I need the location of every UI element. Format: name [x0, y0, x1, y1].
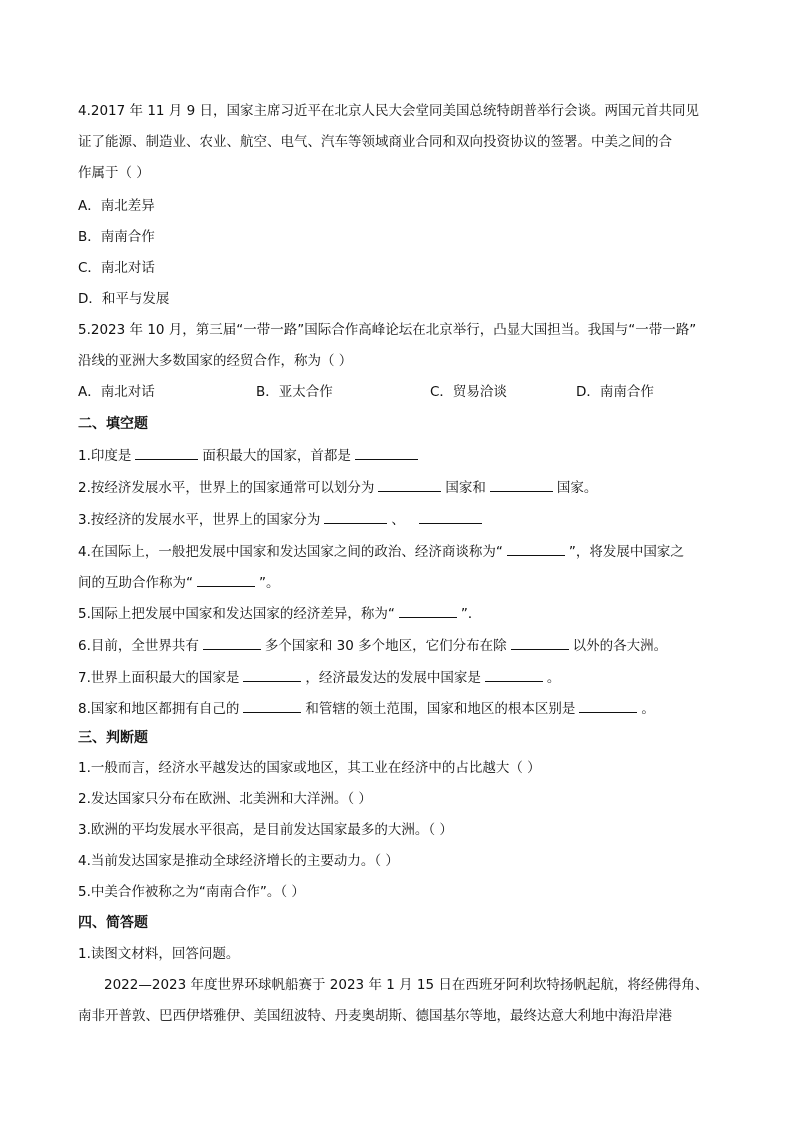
q4-stem-line-2: 证了能源、制造业、农业、航空、电气、汽车等领域商业合同和双向投资协议的签署。中美之间的合	[78, 134, 672, 150]
fill-q8-text-2: 和管辖的领土范围，国家和地区的根本区别是	[305, 701, 576, 717]
fill-q1-text-1: 1.印度是	[78, 448, 132, 464]
q5-stem-line-2: 沿线的亚洲大多数国家的经贸合作，称为（ ）	[78, 353, 353, 369]
material-paragraph-line-2: 南非开普敦、巴西伊塔雅伊、美国纽波特、丹麦奥胡斯、德国基尔等地，最终达意大利地中海沿岸港	[78, 1008, 672, 1024]
answer-blank[interactable]	[197, 572, 255, 587]
fill-q6-text-1: 6.目前，全世界共有	[78, 638, 199, 654]
fill-q7	[78, 667, 728, 688]
section-heading-fill: 二、填空题	[78, 416, 148, 432]
judge-item-3: 3.欧洲的平均发展水平很高，是目前发达国家最多的大洲。（ ）	[78, 822, 453, 838]
q5-option-b: B．亚太合作	[256, 384, 333, 400]
fill-q6	[78, 635, 728, 656]
fill-q4-text-1: 4.在国际上，一般把发展中国家和发达国家之间的政治、经济商谈称为“	[78, 544, 503, 560]
fill-q5	[78, 603, 728, 624]
judge-item-1: 1.一般而言，经济水平越发达的国家或地区，其工业在经济中的占比越大（ ）	[78, 760, 541, 776]
answer-blank[interactable]	[135, 445, 198, 460]
answer-blank[interactable]	[507, 541, 565, 556]
answer-blank[interactable]	[490, 477, 553, 492]
fill-q4-line-1	[78, 541, 728, 562]
fill-q4-text-2: ”，将发展中国家之	[568, 544, 684, 560]
section-heading-judge: 三、判断题	[78, 730, 148, 746]
answer-blank[interactable]	[243, 667, 301, 682]
fill-q7-text-2: ，经济最发达的发展中国家是	[305, 670, 481, 686]
fill-q4-text-3: 间的互助合作称为“	[78, 575, 193, 591]
fill-q2-text-3: 国家。	[556, 480, 598, 496]
judge-item-5: 5.中美合作被称之为“南南合作”。（ ）	[78, 884, 305, 900]
fill-q3-text-2: 、	[391, 512, 405, 528]
fill-q4-line-2	[78, 572, 728, 593]
judge-item-2: 2.发达国家只分布在欧洲、北美洲和大洋洲。（ ）	[78, 791, 372, 807]
fill-q2	[78, 477, 728, 498]
answer-blank[interactable]	[511, 635, 569, 650]
fill-q6-text-2: 多个国家和 30 多个地区，它们分布在除	[264, 638, 507, 654]
answer-blank[interactable]	[324, 509, 387, 524]
fill-q2-text-1: 2.按经济发展水平，世界上的国家通常可以划分为	[78, 480, 375, 496]
short-q1-stem: 1.读图文材料，回答问题。	[78, 946, 240, 962]
answer-blank[interactable]	[485, 667, 543, 682]
answer-blank[interactable]	[419, 509, 482, 524]
answer-blank[interactable]	[378, 477, 441, 492]
answer-blank[interactable]	[355, 445, 418, 460]
answer-blank[interactable]	[399, 603, 457, 618]
fill-q8-text-1: 8.国家和地区都拥有自己的	[78, 701, 240, 717]
q4-option-a: A．南北差异	[78, 198, 155, 214]
q4-stem-line-1: 4.2017 年 11 月 9 日，国家主席习近平在北京人民大会堂同美国总统特朗普举行会谈。两国元首共同见	[78, 103, 699, 119]
q4-stem-line-3: 作属于（ ）	[78, 165, 150, 181]
fill-q7-text-3: 。	[546, 670, 561, 686]
q4-option-c: C．南北对话	[78, 260, 155, 276]
answer-blank[interactable]	[203, 635, 261, 650]
fill-q2-text-2: 国家和	[445, 480, 486, 496]
q4-option-b: B．南南合作	[78, 229, 155, 245]
answer-blank[interactable]	[579, 698, 637, 713]
fill-q8-text-3: 。	[641, 701, 655, 717]
fill-q1	[78, 445, 728, 466]
fill-q7-text-1: 7.世界上面积最大的国家是	[78, 670, 240, 686]
fill-q6-text-3: 以外的各大洲。	[572, 638, 668, 654]
fill-q3	[78, 509, 728, 530]
q4-option-d: D．和平与发展	[78, 291, 170, 307]
material-paragraph-line-1: 2022—2023 年度世界环球帆船赛于 2023 年 1 月 15 日在西班牙阿利坎特扬帆起航，将经佛得角、	[104, 977, 709, 993]
fill-q1-text-2: 面积最大的国家，首都是	[202, 448, 351, 464]
q5-option-d: D．南南合作	[576, 384, 654, 400]
section-heading-short-answer: 四、简答题	[78, 915, 148, 931]
fill-q5-text-1: 5.国际上把发展中国家和发达国家的经济差异，称为“	[78, 606, 395, 622]
fill-q3-text-1: 3.按经济的发展水平，世界上的国家分为	[78, 512, 321, 528]
answer-blank[interactable]	[243, 698, 301, 713]
fill-q8	[78, 698, 728, 719]
q5-option-c: C．贸易洽谈	[430, 384, 507, 400]
fill-q5-text-2: ”．	[460, 606, 482, 622]
judge-item-4: 4.当前发达国家是推动全球经济增长的主要动力。（ ）	[78, 853, 399, 869]
q5-option-a: A．南北对话	[78, 384, 155, 400]
q5-stem-line-1: 5.2023 年 10 月，第三届“一带一路”国际合作高峰论坛在北京举行，凸显大国担当。我国与“一带一路”	[78, 322, 697, 338]
fill-q4-text-4: ”。	[259, 575, 280, 591]
